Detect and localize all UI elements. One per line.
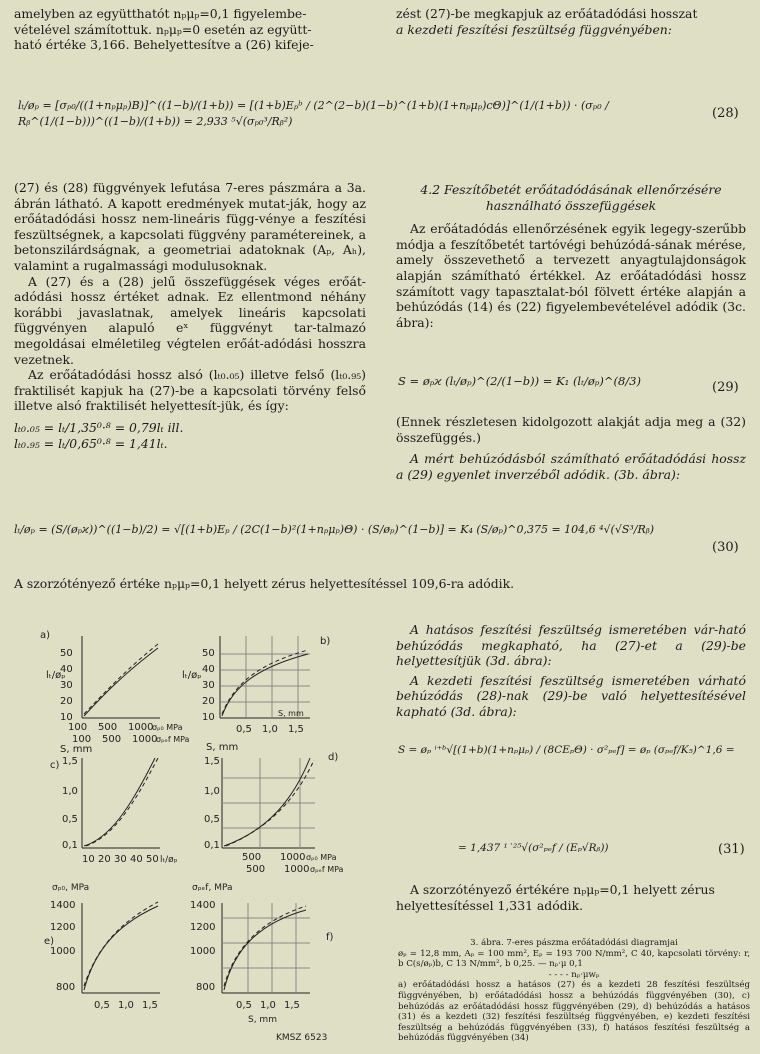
panel-f-yaxis: σₚₑf, MPa <box>192 883 233 893</box>
left-column <box>14 180 366 451</box>
top-right-line: zést (27)-be megkapjuk az erőátadódási hosszat <box>396 6 698 21</box>
panel-d <box>222 758 315 848</box>
top-right-text <box>396 6 746 37</box>
tick: 800 <box>196 982 216 993</box>
tick: 1,5 <box>204 756 220 767</box>
tick: 40 <box>202 664 215 675</box>
tick: 1,0 <box>260 1000 276 1011</box>
tick: 500 <box>98 722 118 733</box>
tick: 800 <box>56 982 76 993</box>
figure-3-panels <box>10 618 370 1048</box>
tick: 0,5 <box>236 1000 252 1011</box>
tick: 1,0 <box>204 786 220 797</box>
figure-code: KMSZ 6523 <box>276 1033 328 1043</box>
figure-caption <box>398 938 750 1044</box>
panel-b-yaxis: lₜ/øₚ <box>182 670 202 681</box>
panel-d-label: d) <box>328 752 339 763</box>
panel-c <box>82 758 160 848</box>
axis-label: S, mm <box>278 709 304 718</box>
tick: 500 <box>246 864 266 875</box>
tick: 20 <box>202 696 215 707</box>
tick: 100 <box>68 722 88 733</box>
panel-e-label: e) <box>44 936 55 947</box>
panel-a <box>82 636 160 718</box>
paragraph: A kezdeti feszítési feszültség ismeretében várható behúzódás (28)-nak (29)-be való helyettesítésével kapható (3d. ábra): <box>396 672 746 719</box>
tick: 20 <box>98 854 111 865</box>
tick: 20 <box>60 696 73 707</box>
tick: 1,5 <box>288 724 304 735</box>
tick: 30 <box>60 680 73 691</box>
equation-31a: S = øₚ ⁱ⁺ᵇ√[(1+b)(1+nₚμₚ) / (8CEₚΘ) · σ²ₚₑf] = øₚ (σₚₑf/K₅)^1,6 = <box>398 744 735 756</box>
tick: 50 <box>60 648 73 659</box>
paragraph: A hatásos feszítési feszültség ismeretében vár-ható behúzódás megkapható, ha (27)-et a (29)-be helyettesítjük (3d. ábra): <box>396 622 746 669</box>
tick: 0,5 <box>236 724 252 735</box>
paragraph: A mért behúzódásból számítható erőátadódási hossz a (29) egyenlet inverzéből adódik. (3b. ábra): <box>396 451 746 482</box>
tick: 1,0 <box>62 786 78 797</box>
tick: 0,5 <box>62 814 78 825</box>
panel-f-label: f) <box>326 932 334 943</box>
caption-body: a) erőátadódási hossz a hatásos (27) és a kezdeti 28 feszítési feszültség függvényében, b) erőátadódási hossz a behúzódás függvényében (30), c) behúzódás az erőátadódási hossz függvényében (29), d) behúzódás a hatásos (31) és a kezdeti (32) feszítési feszültség függvényében, e) kezdeti feszítési feszültség a behúzódás függvényében (33), f) hatásos feszítési feszültség a behúzódás függvényében (34) <box>398 980 750 1044</box>
tick: 40 <box>130 854 143 865</box>
tick: 1000 <box>284 864 310 875</box>
equation-28-number: (28) <box>712 106 739 121</box>
tick: 100 <box>72 734 92 745</box>
tick: 1,5 <box>142 1000 158 1011</box>
tick: 1,0 <box>118 1000 134 1011</box>
panel-f <box>222 903 310 993</box>
right-column <box>396 182 746 330</box>
tick: 1,0 <box>262 724 278 735</box>
axis-label: σₚ₀ MPa <box>152 723 183 732</box>
tick: 0,5 <box>94 1000 110 1011</box>
tick: 1400 <box>190 900 216 911</box>
tick: 10 <box>60 712 73 723</box>
tick: 10 <box>202 712 215 723</box>
equation-31-number: (31) <box>718 842 745 857</box>
tick: 1400 <box>50 900 76 911</box>
top-left-line: amelyben az együtthatót nₚμₚ=0,1 figyelembe- <box>14 6 307 21</box>
right-column-2 <box>396 414 746 482</box>
tick: 1000 <box>280 852 306 863</box>
tick: 30 <box>114 854 127 865</box>
axis-label: σₚ₀ MPa <box>306 853 337 862</box>
panel-b <box>220 636 310 718</box>
panel-d-yaxis: S, mm <box>206 742 239 753</box>
paragraph: Az erőátadódási hossz alsó (lₜ₀.₀₅) illetve felső (lₜ₀.₉₅) fraktilisét kapjuk ha (27)-be a kapcsolati törvény felső illetve alsó fraktilisét helyettesít-jük, és így: <box>14 367 366 414</box>
tick: 1,5 <box>62 756 78 767</box>
fractile-eq: lₜ₀.₉₅ = lₜ/0,65⁰·⁸ = 1,41lₜ. <box>14 435 168 451</box>
axis-label: S, mm <box>248 1015 277 1025</box>
panel-e-yaxis: σₚ₀, MPa <box>52 883 90 893</box>
axis-label: σₚₑf MPa <box>156 735 190 744</box>
tick: 1,5 <box>284 1000 300 1011</box>
caption-legend: - - - - nₚ·μwₚ <box>548 969 600 980</box>
caption-params: øₚ = 12,8 mm, Aₚ = 100 mm², Eₚ = 193 700 N/mm², C 40, kapcsolati törvény: r, b C(s/øₚ)b, C 13 N/mm², b 0,25. — nₚ·μ 0,1 <box>398 948 750 970</box>
tick: 1000 <box>190 946 216 957</box>
paragraph: (Ennek részletesen kidolgozott alakját adja meg a (32) összefüggés.) <box>396 414 746 445</box>
paragraph: A (27) és a (28) jelű összefüggések véges erőát-adódási hossz értéket adnak. Ez ellentmond néhány korábbi javaslatnak, amelyek lineáris kapcsolati függvényen alapuló eˣ függvényt tar-talmazó megoldásai elméletileg végtelen erőát-adódási hosszra vezetnek. <box>14 273 366 367</box>
paragraph: (27) és (28) függvények lefutása 7-eres pászmára a 3a. ábrán látható. A kapott eredmények mutat-ják, hogy az erőátadódási hossz nem-lineáris függ-vénye a feszítési feszültségnek, a kapcsolati függvény paramétereinek, a betonszilárdságnak, a geometriai adatoknak (Aₚ, Aₕ), valamint a rugalmassági modulusoknak. <box>14 180 366 273</box>
equation-29: S = øₚϰ (lₜ/øₚ)^(2/(1−b)) = K₁ (lₜ/øₚ)^(8/3) <box>398 374 641 388</box>
right-bottom <box>396 622 746 720</box>
tick: 500 <box>242 852 262 863</box>
section-heading: 4.2 Feszítőbetét erőátadódásának ellenőrzésére használható összefüggések <box>420 182 722 213</box>
panel-a-yaxis: lₜ/øₚ <box>46 670 66 681</box>
panel-c-yaxis: S, mm <box>60 744 93 755</box>
tick: 10 <box>82 854 95 865</box>
tick: 1000 <box>128 722 154 733</box>
tick: 30 <box>202 680 215 691</box>
caption-title: 3. ábra. 7-eres pászma erőátadódási diagramjai <box>470 938 678 948</box>
panel-b-label: b) <box>320 636 331 647</box>
tick: 1200 <box>50 922 76 933</box>
fractile-eq: lₜ₀.₀₅ = lₜ/1,35⁰·⁸ = 0,79lₜ ill. <box>14 419 184 435</box>
tick: 0,1 <box>204 840 220 851</box>
equation-30-number: (30) <box>712 540 739 555</box>
top-left-text <box>14 6 366 53</box>
tick: 50 <box>146 854 159 865</box>
equation-28: lₜ/øₚ = [σₚ₀/((1+nₚμₚ)B)]^((1−b)/(1+b)) = [(1+b)Eₚᵇ / (2^(2−b)(1−b)^(1+b)(1+nₚμₚ)cΘ)]^(1/(1+b)) · (σₚ₀ / Rᵦ^(1/(1−b)))^((1−b)/(1+b)) = 2,933 ⁵√(σₚ₀³/Rᵦ²) <box>18 99 609 128</box>
panel-a-label: a) <box>40 630 51 641</box>
tick: 0,1 <box>62 840 78 851</box>
tick: 1000 <box>132 734 158 745</box>
top-right-line: a kezdeti feszítési feszültség függvényében: <box>396 21 672 37</box>
eq31-note: A szorzótényező értékére nₚμₚ=0,1 helyett zérus helyettesítéssel 1,331 adódik. <box>396 882 715 913</box>
tick: 500 <box>102 734 122 745</box>
top-left-line: vételével számítottuk. nₚμₚ=0 esetén az együtt- <box>14 21 312 37</box>
panel-c-label: c) <box>50 760 60 771</box>
panel-e <box>82 902 160 993</box>
paragraph: Az erőátadódás ellenőrzésének egyik legegy-szerűbb módja a feszítőbetét tartóvégi behúzódá-sának mérése, amely összevethető a tervezett anyagtulajdonságok alapján számítható értékkel. Az erőátadódási hossz számított vagy tapasztalat-ból fölvett értéke alapján a behúzódás (14) és (22) figyelembevételével adódik (3c. ábra): <box>396 221 746 330</box>
eq30-note: A szorzótényező értéke nₚμₚ=0,1 helyett zérus helyettesítéssel 109,6-ra adódik. <box>14 576 515 591</box>
tick: 40 <box>60 664 73 675</box>
equation-31b: = 1,437 ¹˙²⁵√(σ²ₚₑf / (Eₚ√Rᵦ)) <box>458 842 609 854</box>
tick: 1000 <box>50 946 76 957</box>
equation-30: lₜ/øₚ = (S/(øₚϰ))^((1−b)/2) = √[(1+b)Eₚ / (2C(1−b)²(1+nₚμₚ)Θ) · (S/øₚ)^(1−b)] = K₄ (S/øₚ)^0,375 = 104,6 ⁴√(√S³/Rᵦ) <box>14 523 655 536</box>
axis-label: lₜ/øₚ <box>160 855 178 865</box>
equation-29-number: (29) <box>712 380 739 395</box>
top-left-line: ható értéke 3,166. Behelyettesítve a (26) kifeje- <box>14 37 314 53</box>
tick: 0,5 <box>204 814 220 825</box>
tick: 1200 <box>190 922 216 933</box>
axis-label: σₚₑf MPa <box>310 865 344 874</box>
tick: 50 <box>202 648 215 659</box>
